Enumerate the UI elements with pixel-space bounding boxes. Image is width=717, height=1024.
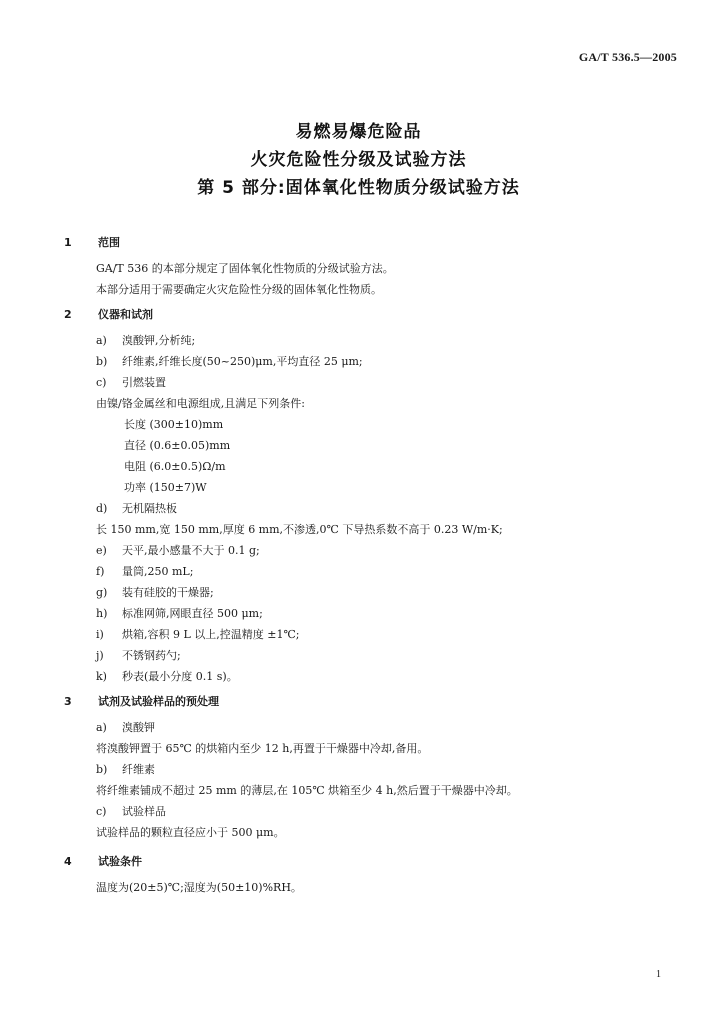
section-title: 试验条件 xyxy=(98,855,142,868)
section-heading xyxy=(60,304,685,326)
item-text: 量筒,250 mL; xyxy=(122,565,194,578)
item-label: a) xyxy=(96,334,107,347)
section-number: 1 xyxy=(64,236,72,249)
item-label: j) xyxy=(96,649,104,662)
item-label: k) xyxy=(96,670,107,683)
item-text: 天平,最小感量不大于 0.1 g; xyxy=(122,544,260,557)
paragraph: 试验样品的颗粒直径应小于 500 μm。 xyxy=(96,826,285,839)
list-item xyxy=(60,561,685,582)
list-item xyxy=(60,582,685,603)
paragraph: 由镍/铬金属丝和电源组成,且满足下列条件: xyxy=(96,397,305,410)
title-line-3: 第 5 部分:固体氧化性物质分级试验方法 xyxy=(197,178,520,198)
paragraph: GA/T 536 的本部分规定了固体氧化性物质的分级试验方法。 xyxy=(96,262,394,275)
section-heading xyxy=(60,232,685,254)
list-item xyxy=(60,372,685,393)
item-text: 烘箱,容积 9 L 以上,控温精度 ±1℃; xyxy=(122,628,300,641)
section-heading xyxy=(60,691,685,713)
section-title: 试剂及试验样品的预处理 xyxy=(98,695,219,708)
section-number: 3 xyxy=(64,695,72,708)
item-label: g) xyxy=(96,586,108,599)
item-label: c) xyxy=(96,805,107,818)
paragraph: 长 150 mm,宽 150 mm,厚度 6 mm,不渗透,0℃ 下导热系数不高于 0.23 W/m·K; xyxy=(96,523,503,536)
section-number: 4 xyxy=(64,855,72,868)
item-label: f) xyxy=(96,565,105,578)
spec-line: 功率 (150±7)W xyxy=(124,481,207,494)
item-text: 装有硅胶的干燥器; xyxy=(122,586,214,599)
spec-line: 电阻 (6.0±0.5)Ω/m xyxy=(124,460,226,473)
item-text: 溴酸钾 xyxy=(122,721,155,734)
item-label: c) xyxy=(96,376,107,389)
paragraph: 温度为(20±5)℃;湿度为(50±10)%RH。 xyxy=(96,881,302,894)
standard-code: GA/T 536.5—2005 xyxy=(578,50,677,64)
document-title xyxy=(0,118,717,202)
section-number: 2 xyxy=(64,308,72,321)
item-label: e) xyxy=(96,544,107,557)
list-item xyxy=(60,603,685,624)
spec-line: 长度 (300±10)mm xyxy=(124,418,224,431)
item-text: 不锈钢药勺; xyxy=(122,649,181,662)
paragraph: 本部分适用于需要确定火灾危险性分级的固体氧化性物质。 xyxy=(96,283,382,296)
item-label: d) xyxy=(96,502,108,515)
item-text: 无机隔热板 xyxy=(122,502,177,515)
list-item xyxy=(60,717,685,738)
list-item xyxy=(60,624,685,645)
item-label: b) xyxy=(96,763,108,776)
spec-line: 直径 (0.6±0.05)mm xyxy=(124,439,231,452)
list-item xyxy=(60,351,685,372)
item-text: 溴酸钾,分析纯; xyxy=(122,334,196,347)
item-text: 秒表(最小分度 0.1 s)。 xyxy=(122,670,238,683)
paragraph: 将溴酸钾置于 65℃ 的烘箱内至少 12 h,再置于干燥器中冷却,备用。 xyxy=(96,742,429,755)
page-number: 1 xyxy=(656,969,661,980)
item-text: 纤维素 xyxy=(122,763,155,776)
item-label: h) xyxy=(96,607,108,620)
section-title: 范围 xyxy=(98,236,120,249)
title-line-1: 易燃易爆危险品 xyxy=(295,122,422,142)
document-body xyxy=(60,232,685,898)
section-title: 仪器和试剂 xyxy=(98,308,153,321)
list-item xyxy=(60,330,685,351)
list-item xyxy=(60,498,685,519)
list-item xyxy=(60,666,685,687)
item-text: 纤维素,纤维长度(50~250)μm,平均直径 25 μm; xyxy=(122,355,363,368)
list-item xyxy=(60,801,685,822)
item-text: 试验样品 xyxy=(122,805,166,818)
item-text: 标准网筛,网眼直径 500 μm; xyxy=(122,607,263,620)
list-item xyxy=(60,645,685,666)
paragraph: 将纤维素铺成不超过 25 mm 的薄层,在 105℃ 烘箱至少 4 h,然后置于干燥器中冷却。 xyxy=(96,784,518,797)
item-label: b) xyxy=(96,355,108,368)
title-line-2: 火灾危险性分级及试验方法 xyxy=(250,150,467,170)
list-item xyxy=(60,759,685,780)
list-item xyxy=(60,540,685,561)
item-label: a) xyxy=(96,721,107,734)
item-label: i) xyxy=(96,628,104,641)
section-heading xyxy=(60,851,685,873)
item-text: 引燃装置 xyxy=(122,376,166,389)
